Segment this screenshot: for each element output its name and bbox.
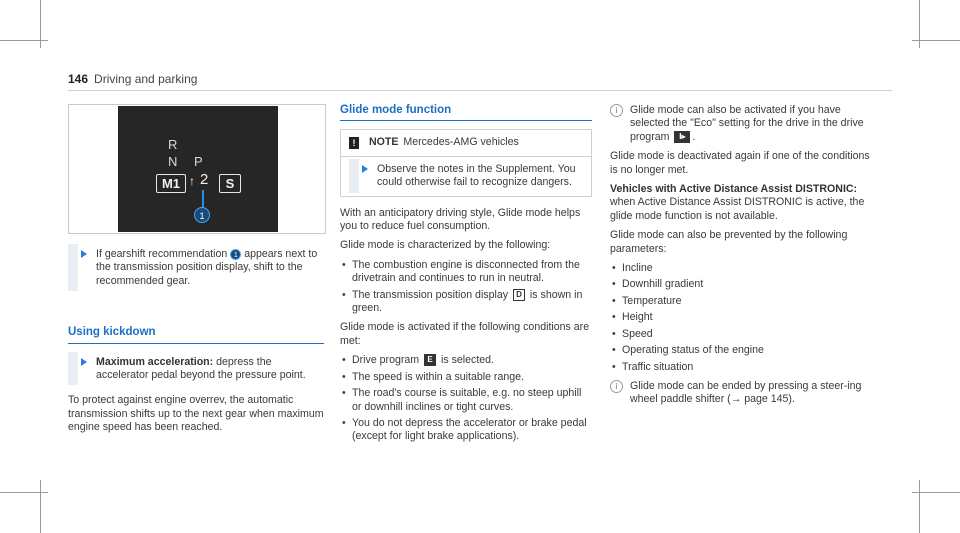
instruction-text [88,356,324,383]
info-note [610,380,878,407]
page-number: 146 [68,72,89,86]
list-item: • The combustion engine is disconnected from the drivetrain and continues to run in neutral. [340,259,592,286]
list-item: • Traffic situation [610,361,878,374]
upshift-arrow-icon: ↑ [189,174,195,188]
list-item: • The speed is within a suitable range. [340,371,592,384]
crop-mark [40,480,41,533]
instruction-text-part: depress the accelerator pedal beyond the pressure point. [96,355,306,382]
glide-characterized-paragraph: Glide mode is characterized by the following: [340,239,551,252]
column-middle [340,104,592,450]
instruction-kickdown [68,356,324,383]
note-header [341,130,591,156]
page-header [68,72,197,86]
list-item: • Downhill gradient [610,278,878,291]
instruction-bar [68,352,78,386]
crop-mark [0,40,48,41]
drive-program-s-box: S [219,174,241,193]
prevented-paragraph: Glide mode can also be prevented by the following parameters: [610,229,848,255]
instruction-text-part: If gearshift recommendation [96,248,231,260]
instruction-arrow-icon [81,358,87,366]
transmission-display-figure [68,104,326,234]
header-rule [68,90,892,91]
info-text: Glide mode can also be activated if you have selected the "Eco" setting for the drive in the drive program [630,104,864,143]
column-right [610,104,878,413]
list-item: • Operating status of the engine [610,344,878,357]
note-instruction-text: Observe the notes in the Supplement. You could otherwise fail to recognize dangers. [377,162,576,189]
list-item: • Speed [610,328,878,341]
crop-mark [0,492,48,493]
display-d-icon: D [513,289,525,301]
gear-m1-box: M1 [156,174,186,193]
list-item-text: is shown in green. [352,288,583,315]
info-note [610,104,878,144]
list-item [340,289,592,316]
crop-mark [919,480,920,533]
instruction-bold-label: Maximum acceleration: [96,355,214,368]
instruction-arrow-icon [362,165,368,173]
instruction-bar [349,159,359,193]
info-text: . [692,130,696,143]
list-item-text: The transmission position display [352,288,511,301]
list-item [340,354,592,367]
conditions-list [340,354,592,443]
column-left [68,104,324,441]
note-instruction [349,163,583,190]
warning-icon: ! [349,137,359,149]
info-icon: i [610,104,623,117]
overrev-paragraph: To protect against engine overrev, the automatic transmission shifts up to the next gear when maximum engine speed has been reached. [68,394,324,434]
recommended-gear: 2 [200,171,209,188]
glide-mode-section-title: Glide mode function [340,104,592,121]
kickdown-section-title: Using kickdown [68,326,324,343]
distronic-text: when Active Distance Assist DISTRONIC is active, the glide mode function is not available. [610,196,865,222]
gear-p-label: P [194,154,203,169]
note-box [340,129,592,196]
page-section-title: Driving and parking [94,72,198,86]
distronic-paragraph [610,183,878,223]
note-text: Mercedes-AMG vehicles [403,136,519,149]
drive-program-individual-icon: I▸ [674,131,690,143]
gear-n-label: N [168,154,178,169]
list-item: • The road's course is suitable, e.g. no steep uphill or downhill inclines or tight curves. [340,387,592,414]
note-body [341,157,591,196]
glide-conditions-paragraph: Glide mode is activated if the following conditions are met: [340,321,590,347]
callout-marker: 1 [194,207,210,223]
note-label: NOTE [369,136,399,149]
callout-line [202,190,204,207]
list-item-text: Drive program [352,354,423,367]
characteristics-list [340,259,592,316]
list-item-text: is selected. [438,354,495,367]
instruction-arrow-icon [81,250,87,258]
list-item: • Height [610,311,878,324]
drive-program-e-icon: E [424,354,436,366]
info-text: Glide mode can be ended by pressing a steer-ing wheel paddle shifter (→ page 145). [630,379,862,406]
callout-marker-inline: 1 [230,249,241,260]
distronic-bold-label: Vehicles with Active Distance Assist DISTRONIC: [610,183,858,196]
list-item: • Incline [610,262,878,275]
instruction-text-part: appears next to the transmission position display, shift to the recommended gear. [96,248,318,287]
parameters-list [610,262,878,374]
info-icon: i [610,380,623,393]
deactivated-paragraph: Glide mode is deactivated again if one of the conditions is no longer met. [610,150,870,176]
instruction-shift [68,248,324,288]
instruction-bar [68,244,78,291]
crop-mark [912,492,960,493]
list-item: • You do not depress the accelerator or brake pedal (except for light brake applications). [340,417,592,444]
list-item: • Temperature [610,295,878,308]
glide-intro-paragraph: With an anticipatory driving style, Glide mode helps you to reduce fuel consumption. [340,206,581,233]
crop-mark [912,40,960,41]
instruction-text [88,248,324,288]
gear-r-label: R [168,137,178,152]
instrument-display [118,106,278,232]
